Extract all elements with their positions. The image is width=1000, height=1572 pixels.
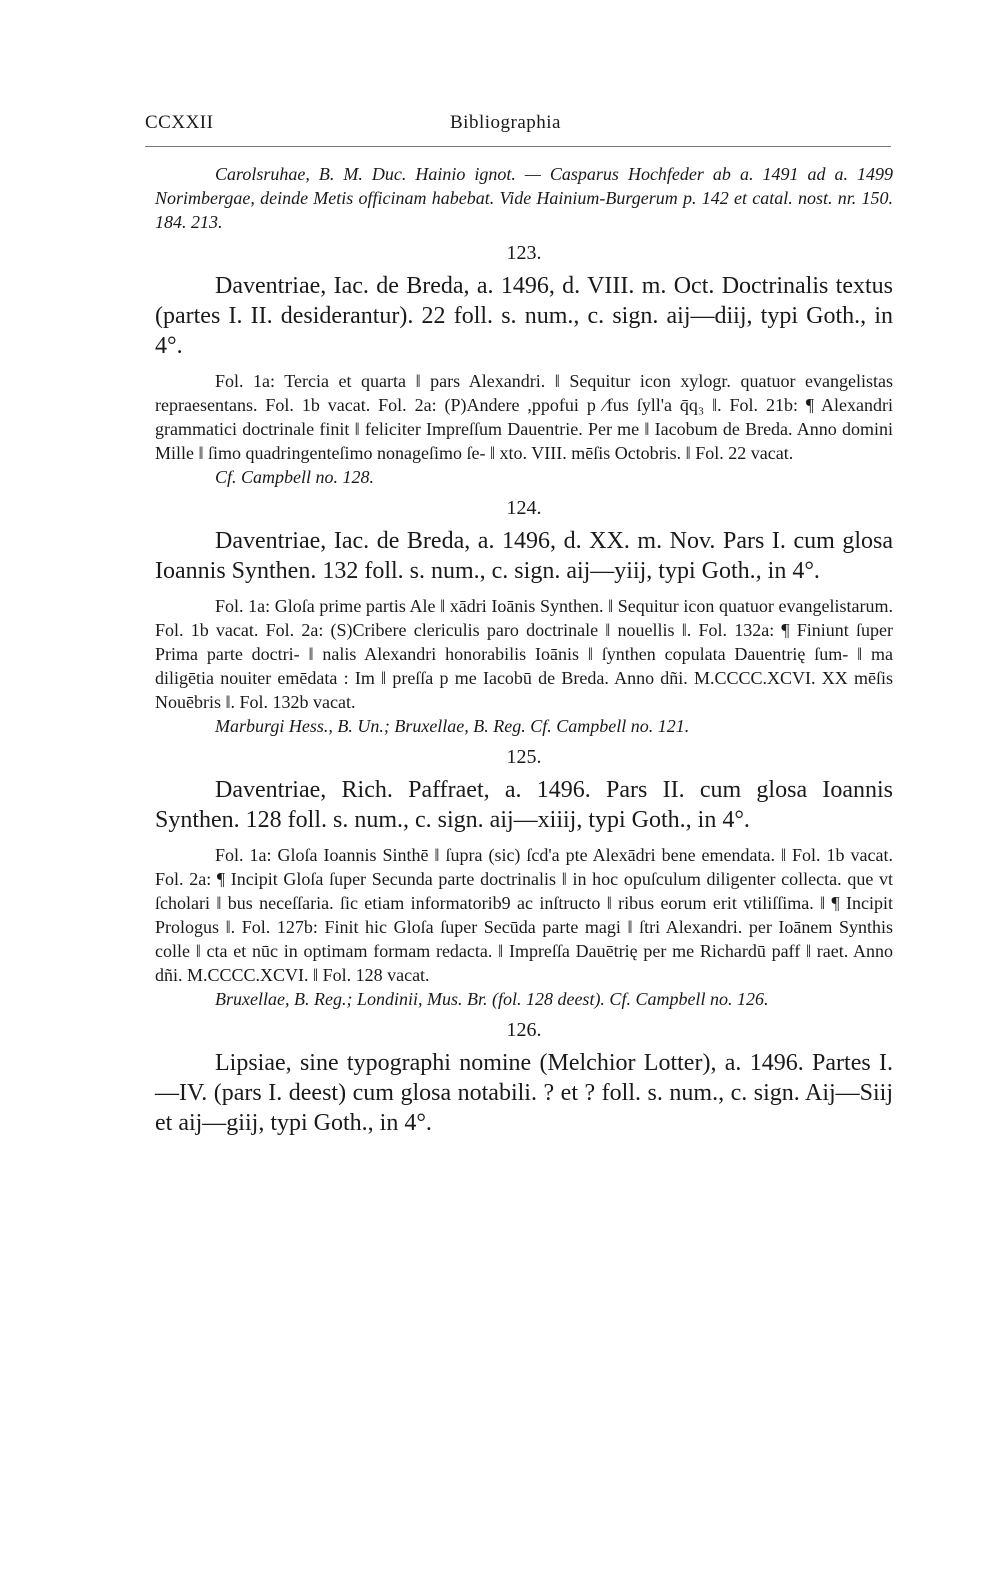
entry-description-123: Fol. 1a: Tercia et quarta ‖ pars Alexandri. ‖ Sequitur icon xylogr. quatuor evangelistas repraesentans. Fol. 1b vacat. Fol. 2a: (P)Andere ,ppofui p ∕fus ſyll'a q̄q₃ ‖. Fol. 21b: ¶ Alexandri grammatici doctrinale finit ‖ feliciter Impreſſum Dauentrie. Per me ‖ Iacobum de Breda. Anno domini Mille ‖ ſimo quadringenteſimo nonageſimo ſe- ‖ xto. VIII. mēſis Octobris. ‖ Fol. 22 vacat.	[155, 371, 893, 463]
entry-number-124: 124.	[506, 497, 542, 519]
entry-number-126: 126.	[506, 1019, 542, 1041]
entry-description-124: Fol. 1a: Gloſa prime partis Ale ‖ xādri Ioānis Synthen. ‖ Sequitur icon quatuor evangelistarum. Fol. 1b vacat. Fol. 2a: (S)Cribere clericulis paro doctrinale ‖ nouellis ‖. Fol. 132a: ¶ Finiunt ſuper Prima parte doctri- ‖ nalis Alexandri honorabilis Ioānis ‖ ſynthen copulata Dauentrię ſum- ‖ ma diligētia nouiter emēdata : Im ‖ preſſa p me Iacobū de Breda. Anno dñi. M.CCCC.XCVI. XX mēſis Nouēbris ‖. Fol. 132b vacat.	[155, 596, 893, 712]
entry-title-123: Daventriae, Iac. de Breda, a. 1496, d. VIII. m. Oct. Doctrinalis textus (partes I. II. desiderantur). 22 foll. s. num., c. sign. aij—diij, typi Goth., in 4°.	[155, 273, 893, 359]
entry-locations-123: Cf. Campbell no. 128.	[215, 467, 375, 487]
entry-title-126: Lipsiae, sine typographi nomine (Melchior Lotter), a. 1496. Partes I.—IV. (pars I. deest) cum glosa notabili. ? et ? foll. s. num., c. sign. Aij—Siij et aij—giij, typi Goth., in 4°.	[155, 1050, 893, 1136]
page-header	[145, 112, 845, 138]
header-rule	[145, 146, 891, 147]
entry-locations-125: Bruxellae, B. Reg.; Londinii, Mus. Br. (fol. 128 deest). Cf. Campbell no. 126.	[215, 989, 769, 1009]
entry-number-125: 125.	[506, 746, 542, 768]
intro-note: Carolsruhae, B. M. Duc. Hainio ignot. — Casparus Hochfeder ab a. 1491 ad a. 1499 Norimbergae, deinde Metis officinam habebat. Vide Hainium-Burgerum p. 142 et catal. nost. nr. 150. 184. 213.	[155, 164, 893, 232]
entry-locations-124: Marburgi Hess., B. Un.; Bruxellae, B. Reg. Cf. Campbell no. 121.	[215, 716, 690, 736]
entry-number-123: 123.	[506, 242, 542, 264]
entry-description-125: Fol. 1a: Gloſa Ioannis Sinthē ‖ ſupra (sic) ſcd'a pte Alexādri bene emendata. ‖ Fol. 1b vacat. Fol. 2a: ¶ Incipit Gloſa ſuper Secunda parte doctrinalis ‖ in hoc opuſculum diligenter collecta. que vt ſcholari ‖ bus neceſſaria. ſic etiam informatorib9 ac inſtructo ‖ ribus eorum erit vtiliſſima. ‖ ¶ Incipit Prologus ‖. Fol. 127b: Finit hic Gloſa ſuper Secūda parte magi ‖ ſtri Alexandri. per Ioānem Synthis colle ‖ cta et nūc in optimam formam redacta. ‖ Impreſſa Dauētrię per me Richardū paff ‖ raet. Anno dñi. M.CCCC.XCVI. ‖ Fol. 128 vacat.	[155, 845, 893, 985]
running-title: Bibliographia	[450, 112, 561, 133]
entry-title-125: Daventriae, Rich. Paffraet, a. 1496. Pars II. cum glosa Ioannis Synthen. 128 foll. s. num., c. sign. aij—xiiij, typi Goth., in 4°.	[155, 777, 893, 833]
page-number: CCXXII	[145, 112, 214, 133]
body-text	[155, 162, 893, 1146]
entry-title-124: Daventriae, Iac. de Breda, a. 1496, d. XX. m. Nov. Pars I. cum glosa Ioannis Synthen. 132 foll. s. num., c. sign. aij—yiij, typi Goth., in 4°.	[155, 528, 893, 584]
